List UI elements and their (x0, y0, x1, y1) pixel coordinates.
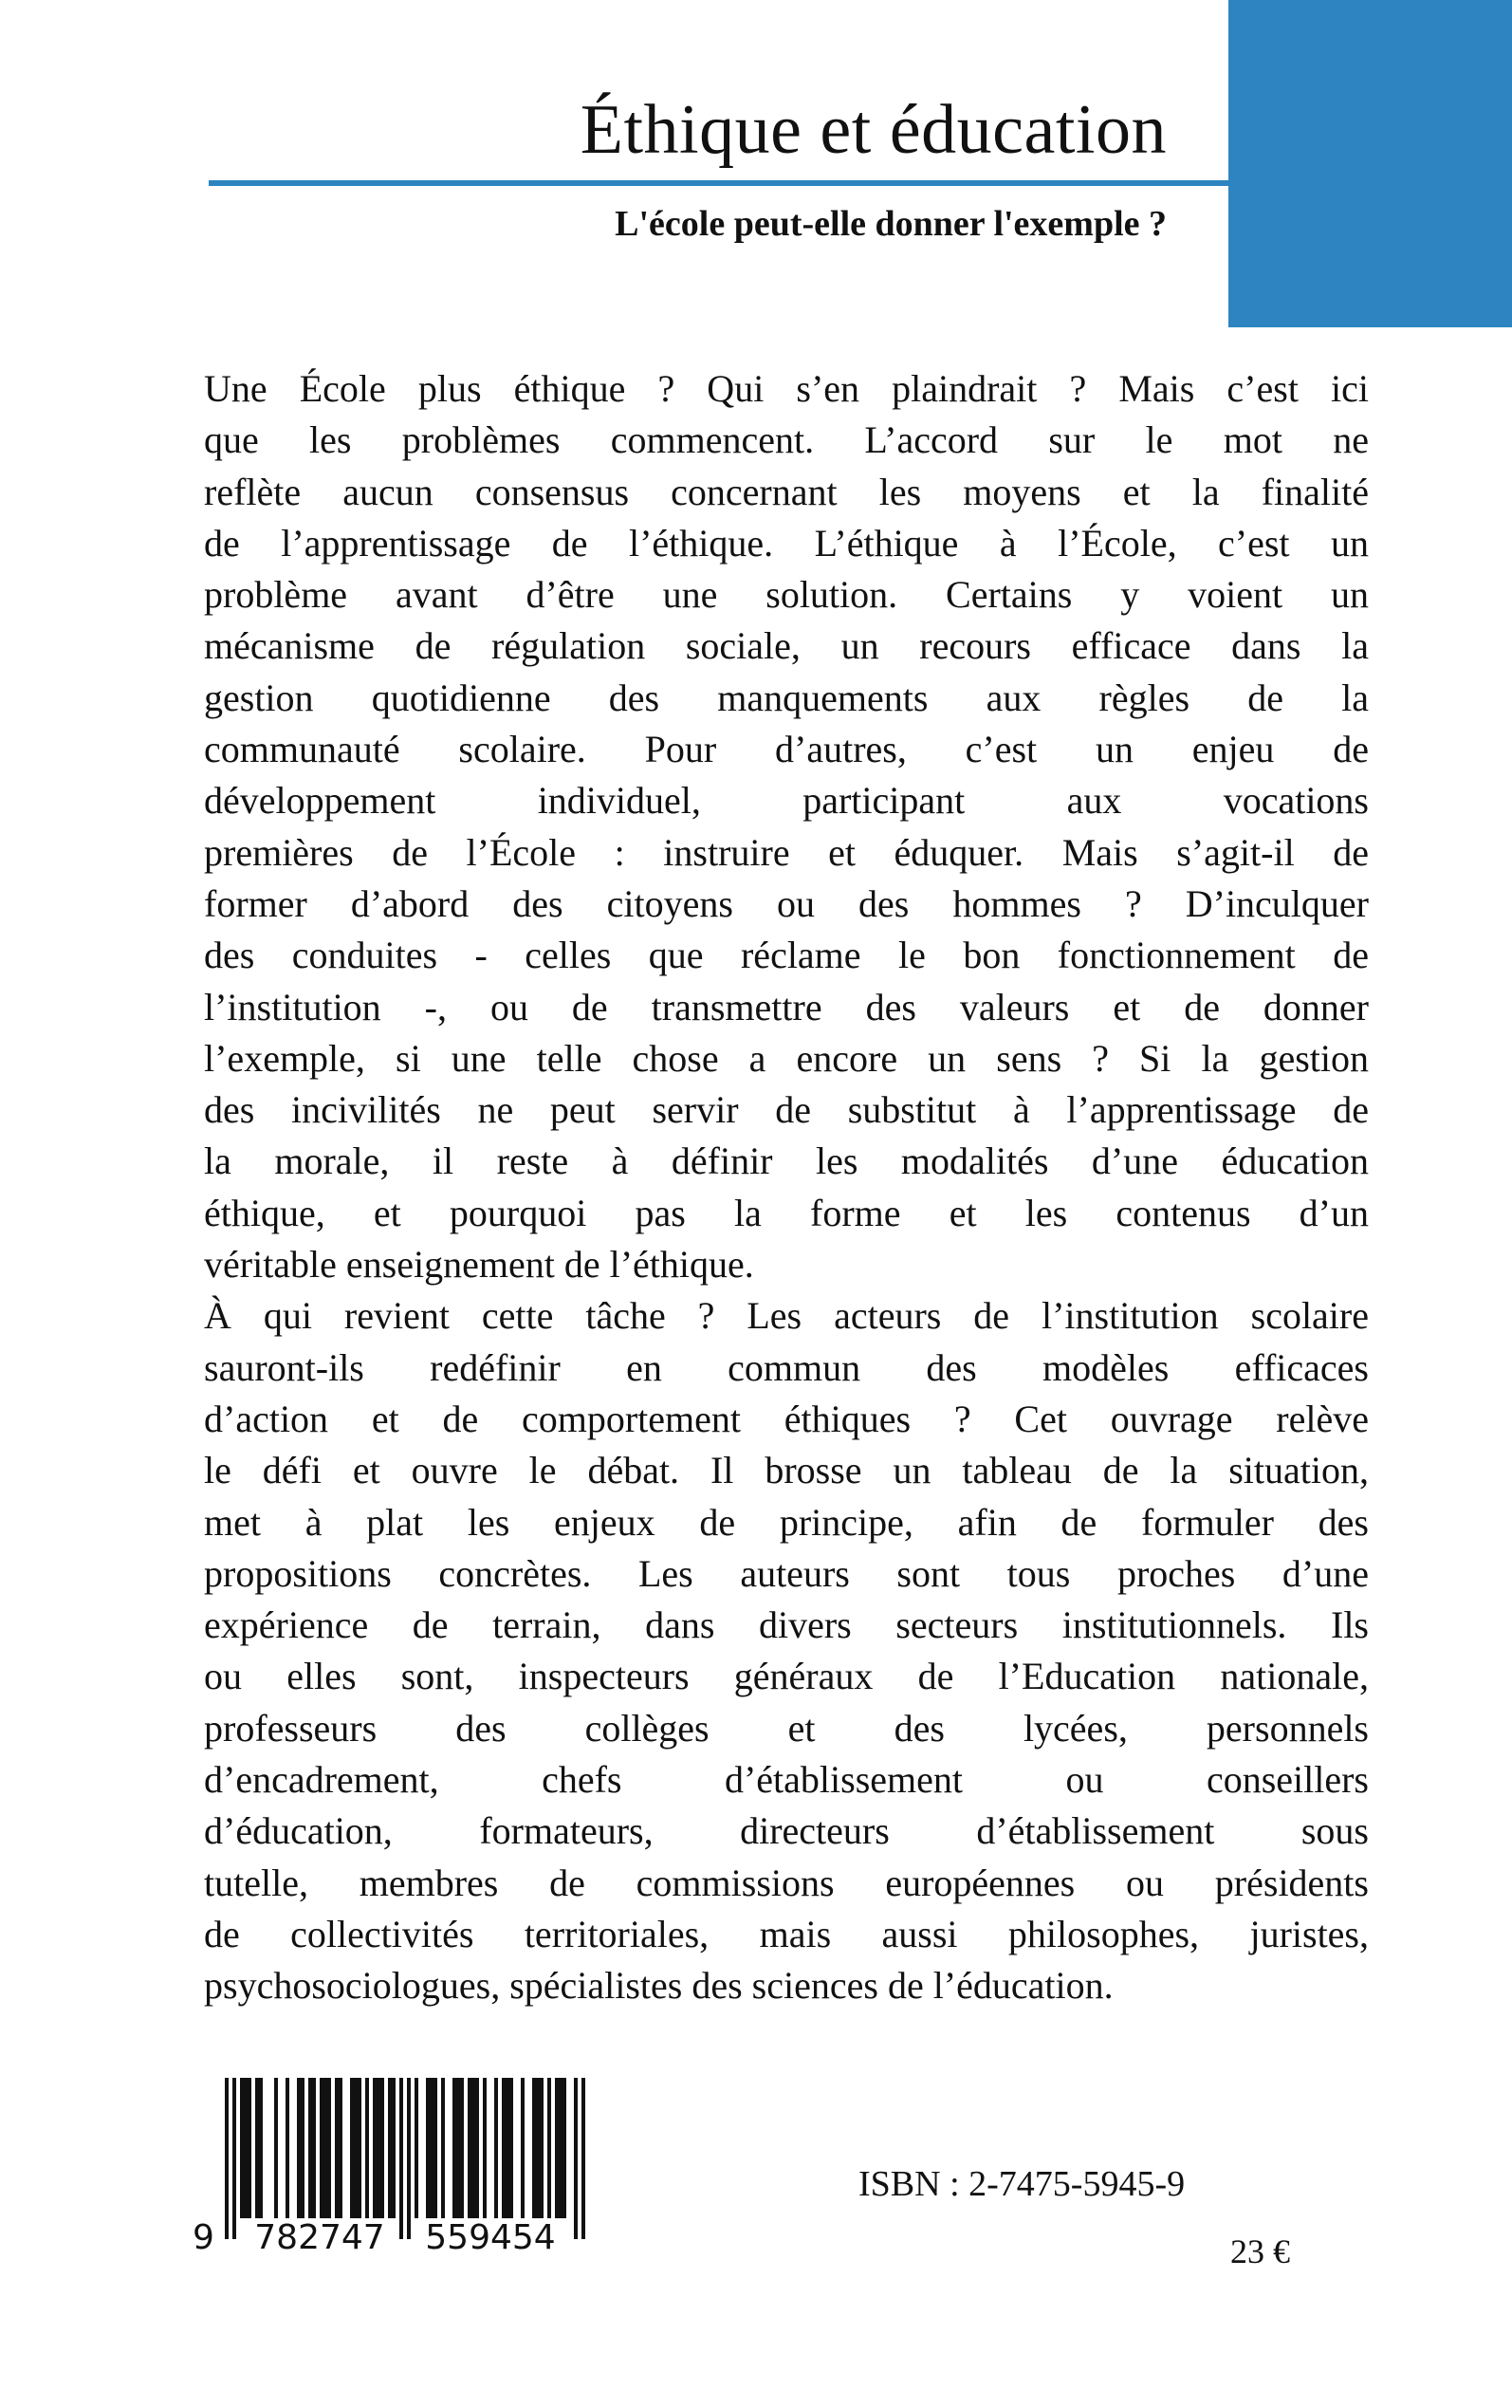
blurb-line: de collectivités territoriales, mais aussi philosophes, juristes, (204, 1912, 1369, 1955)
blurb-line: expérience de terrain, dans divers secteurs institutionnels. Ils (204, 1603, 1369, 1647)
blurb-line: premières de l’École : instruire et éduquer. Mais s’agit-il de (204, 830, 1369, 874)
barcode-bar (323, 2078, 327, 2218)
blurb-line: propositions concrètes. Les auteurs sont tous proches d’une (204, 1551, 1369, 1595)
barcode-bar (350, 2078, 354, 2218)
blurb-line: l’institution -, ou de transmettre des valeurs et de donner (204, 985, 1369, 1028)
blurb-line: d’encadrement, chefs d’établissement ou conseillers (204, 1758, 1369, 1802)
blurb-line: met à plat les enjeux de principe, afin de formuler des (204, 1500, 1369, 1544)
barcode-bar (430, 2078, 433, 2218)
blurb-line: éthique, et pourquoi pas la forme et les contenus d’un (204, 1191, 1369, 1234)
barcode-bar (365, 2078, 369, 2218)
barcode-bar (574, 2078, 578, 2239)
barcode-bar (509, 2078, 513, 2218)
price-label: 23 € (1230, 2232, 1290, 2270)
blurb-line: la morale, il reste à définir les modalités d’une éducation (204, 1139, 1369, 1183)
barcode-bar (388, 2078, 392, 2218)
blurb-line: sauront-ils redéfinir en commun des modèles efficaces (204, 1345, 1369, 1389)
barcode-bar (248, 2078, 251, 2218)
blurb-line: d’action et de comportement éthiques ? Cet ouvrage relève (204, 1397, 1369, 1440)
barcode-bar (274, 2078, 278, 2218)
barcode-bar (377, 2078, 380, 2218)
blurb-line: problème avant d’être une solution. Certains y voient un (204, 573, 1369, 617)
barcode-bar (441, 2078, 445, 2218)
blurb-line: que les problèmes commencent. L’accord sur le mot ne (204, 418, 1369, 462)
barcode-bar (407, 2078, 411, 2239)
blurb-line: reflète aucun consensus concernant les moyens et la finalité (204, 470, 1369, 513)
blurb-line: l’exemple, si une telle chose a encore un sens ? Si la gestion (204, 1036, 1369, 1080)
blurb-line: Une École plus éthique ? Qui s’en plaindrait ? Mais c’est ici (204, 367, 1369, 410)
blurb-line: développement individuel, participant aux vocations (204, 779, 1369, 823)
barcode-bar (471, 2078, 475, 2218)
blurb-line: ou elles sont, inspecteurs généraux de l’Education nationale, (204, 1655, 1369, 1698)
barcode-bar (483, 2078, 487, 2218)
title-rule (209, 180, 1361, 186)
barcode-bar (354, 2078, 358, 2218)
blurb-line: psychosociologues, spécialistes des sciences de l’éducation. (204, 1964, 1114, 2008)
barcode-bar (562, 2078, 566, 2218)
blurb-line: des conduites - celles que réclame le bon fonctionnement de (204, 934, 1369, 977)
barcode-bar (426, 2078, 430, 2218)
barcode-bar (286, 2078, 289, 2218)
accent-color-block (1228, 0, 1512, 327)
barcode-bar (297, 2078, 301, 2218)
blurb-line: professeurs des collèges et des lycées, personnels (204, 1706, 1369, 1750)
blurb-line: le défi et ouvre le débat. Il brosse un tableau de la situation, (204, 1449, 1369, 1492)
barcode-bar (540, 2078, 544, 2218)
barcode-bar (335, 2078, 339, 2218)
ean-barcode (185, 2078, 602, 2253)
blurb-line: À qui revient cette tâche ? Les acteurs de l’institution scolaire (204, 1294, 1369, 1338)
barcode-bar (559, 2078, 562, 2218)
blurb-line: mécanisme de régulation sociale, un recours efficace dans la (204, 624, 1369, 668)
barcode-bar (433, 2078, 437, 2218)
barcode-digit-lead: 9 (193, 2218, 214, 2253)
barcode-bar (373, 2078, 377, 2218)
barcode-bar (301, 2078, 304, 2218)
barcode-bar (521, 2078, 525, 2218)
barcode-bar (240, 2078, 244, 2218)
barcode-bar (452, 2078, 456, 2218)
barcode-bar (232, 2078, 236, 2239)
barcode-bar (502, 2078, 506, 2218)
barcode-bar (312, 2078, 316, 2218)
barcode-digits-right: 559454 (425, 2218, 556, 2253)
blurb-line: communauté scolaire. Pour d’autres, c’est un enjeu de (204, 728, 1369, 771)
blurb-line: gestion quotidienne des manquements aux règles de la (204, 676, 1369, 719)
barcode-bar (327, 2078, 331, 2218)
barcode-bar (581, 2078, 585, 2239)
barcode-bar (255, 2078, 259, 2218)
barcode-bar (555, 2078, 559, 2218)
barcode-bar (532, 2078, 536, 2218)
barcode-bar (339, 2078, 342, 2218)
barcode-bar (536, 2078, 540, 2218)
blurb-line: former d’abord des citoyens ou des hommes ? D’inculquer (204, 881, 1369, 925)
blurb-line: de l’apprentissage de l’éthique. L’éthique à l’École, c’est un (204, 521, 1369, 565)
blurb-line: véritable enseignement de l’éthique. (204, 1243, 754, 1287)
barcode-bar (244, 2078, 248, 2218)
barcode-bar (494, 2078, 498, 2218)
blurb-line: tutelle, membres de commissions européennes ou présidents (204, 1861, 1369, 1904)
barcode-bar (506, 2078, 509, 2218)
barcode-bar (547, 2078, 551, 2218)
barcode-digits-left: 782747 (254, 2218, 385, 2253)
barcode-bar (225, 2078, 229, 2239)
back-cover-blurb (204, 363, 1369, 2012)
blurb-line: des incivilités ne peut servir de substitut à l’apprentissage de (204, 1088, 1369, 1132)
barcode-bar (475, 2078, 479, 2218)
book-subtitle: L'école peut-elle donner l'exemple ? (615, 204, 1167, 244)
blurb-line: d’éducation, formateurs, directeurs d’établissement sous (204, 1809, 1369, 1853)
barcode-bar (415, 2078, 418, 2218)
barcode-bar (380, 2078, 384, 2218)
barcode-bar (456, 2078, 460, 2218)
isbn-label: ISBN : 2-7475-5945-9 (858, 2164, 1186, 2204)
book-title: Éthique et éducation (580, 91, 1167, 169)
barcode-bar (399, 2078, 403, 2239)
barcode-bar (460, 2078, 464, 2218)
barcode-bar (308, 2078, 312, 2218)
barcode-bar (320, 2078, 323, 2218)
barcode-bar (468, 2078, 471, 2218)
barcode-bar (392, 2078, 396, 2218)
barcode-bar (259, 2078, 263, 2218)
barcode-bar (358, 2078, 361, 2218)
